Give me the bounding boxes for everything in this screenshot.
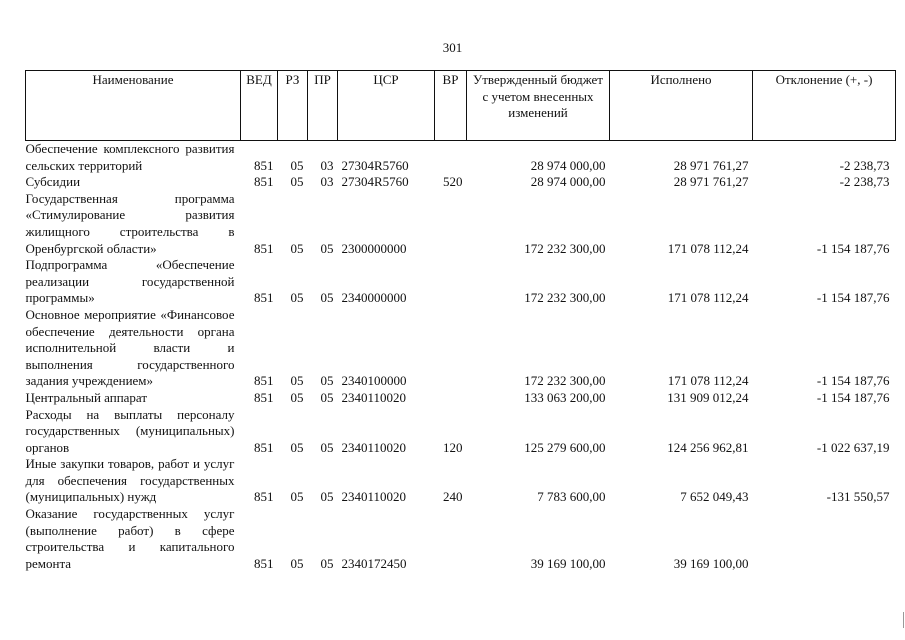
row-ved: 851 — [254, 157, 274, 173]
row-csr: 2340100000 — [341, 373, 407, 389]
row-csr: 27304R5760 — [341, 174, 409, 190]
row-ved: 851 — [254, 439, 274, 455]
row-approved-budget: 172 232 300,00 — [524, 240, 606, 256]
table-row — [26, 307, 896, 390]
row-vr: 120 — [443, 439, 463, 455]
row-rz: 05 — [290, 290, 304, 306]
row-rz: 05 — [290, 174, 304, 190]
row-name: Государственная программа «Стимулирование развития жилищного строительства в Оренбургской области» — [25, 190, 235, 256]
row-rz: 05 — [290, 157, 304, 173]
row-rz: 05 — [290, 489, 304, 505]
header-csr: ЦСР — [338, 71, 435, 141]
row-approved-budget: 28 974 000,00 — [530, 174, 606, 190]
row-ved: 851 — [254, 489, 274, 505]
row-csr: 2340110020 — [341, 489, 407, 505]
row-vr — [435, 307, 467, 390]
row-ved: 851 — [254, 373, 274, 389]
row-pr: 05 — [320, 489, 334, 505]
row-vr — [435, 257, 467, 307]
table-row — [26, 456, 896, 506]
page-number: 301 — [442, 40, 463, 55]
row-vr: 520 — [443, 174, 463, 190]
row-rz: 05 — [290, 240, 304, 256]
row-vr — [435, 506, 467, 572]
row-vr: 240 — [443, 489, 463, 505]
row-deviation: -1 154 187,76 — [816, 240, 890, 256]
table-row — [26, 390, 896, 407]
row-executed: 28 971 761,27 — [673, 174, 749, 190]
table-row — [26, 407, 896, 457]
table-body — [26, 141, 896, 573]
row-name: Обеспечение комплексного развития сельских территорий — [25, 141, 235, 173]
row-approved-budget: 28 974 000,00 — [530, 157, 606, 173]
table-row — [26, 257, 896, 307]
row-pr: 03 — [320, 174, 334, 190]
row-approved-budget: 172 232 300,00 — [524, 290, 606, 306]
row-executed: 7 652 049,43 — [680, 489, 749, 505]
row-name: Подпрограмма «Обеспечение реализации государственной программы» — [25, 257, 235, 306]
row-deviation: -2 238,73 — [839, 174, 890, 190]
row-rz: 05 — [290, 555, 304, 571]
row-csr: 2340172450 — [341, 555, 407, 571]
row-ved: 851 — [254, 174, 274, 190]
row-pr: 05 — [320, 439, 334, 455]
row-deviation: -131 550,57 — [826, 489, 890, 505]
row-name: Субсидии — [25, 174, 81, 190]
row-executed: 124 256 962,81 — [667, 439, 749, 455]
row-executed: 171 078 112,24 — [667, 373, 749, 389]
row-ved: 851 — [254, 240, 274, 256]
row-name: Расходы на выплаты персоналу государственных (муниципальных) органов — [25, 406, 235, 455]
row-csr: 2340000000 — [341, 290, 407, 306]
row-approved-budget: 125 279 600,00 — [524, 439, 606, 455]
row-approved-budget: 172 232 300,00 — [524, 373, 606, 389]
row-approved-budget: 133 063 200,00 — [524, 389, 606, 405]
row-ved: 851 — [254, 389, 274, 405]
row-executed: 171 078 112,24 — [667, 290, 749, 306]
row-executed: 171 078 112,24 — [667, 240, 749, 256]
row-rz: 05 — [290, 389, 304, 405]
row-deviation: -1 154 187,76 — [816, 373, 890, 389]
row-executed: 28 971 761,27 — [673, 157, 749, 173]
row-vr — [435, 141, 467, 175]
row-pr: 05 — [320, 389, 334, 405]
budget-execution-table — [25, 70, 896, 572]
row-pr: 05 — [320, 240, 334, 256]
table-row — [26, 191, 896, 257]
row-csr: 2340110020 — [341, 439, 407, 455]
row-deviation: -2 238,73 — [839, 157, 890, 173]
row-deviation: -1 154 187,76 — [816, 290, 890, 306]
row-deviation: -1 154 187,76 — [816, 389, 890, 405]
row-ved: 851 — [254, 290, 274, 306]
row-csr: 2300000000 — [341, 240, 407, 256]
row-csr: 27304R5760 — [341, 157, 409, 173]
row-executed: 131 909 012,24 — [667, 389, 749, 405]
row-pr: 03 — [320, 157, 334, 173]
table-row — [26, 141, 896, 175]
row-vr — [435, 191, 467, 257]
row-name: Иные закупки товаров, работ и услуг для обеспечения государственных (муниципальных) нужд — [25, 456, 235, 505]
row-pr: 05 — [320, 555, 334, 571]
row-approved-budget: 7 783 600,00 — [537, 489, 606, 505]
table-header — [26, 71, 896, 141]
table-row — [26, 506, 896, 572]
row-csr: 2340110020 — [341, 389, 407, 405]
row-name: Оказание государственных услуг (выполнение работ) в сфере строительства и капитального ремонта — [25, 506, 235, 571]
row-approved-budget: 39 169 100,00 — [530, 555, 606, 571]
row-rz: 05 — [290, 373, 304, 389]
row-name: Основное мероприятие «Финансовое обеспечение деятельности органа исполнительной власти и выполнения государственного задания учреждением» — [25, 306, 235, 389]
header-deviation: Отклонение (+, -) — [753, 71, 896, 141]
row-rz: 05 — [290, 439, 304, 455]
header-pr: ПР — [308, 71, 338, 141]
header-row — [26, 71, 896, 141]
header-rz: РЗ — [278, 71, 308, 141]
margin-mark — [903, 612, 904, 628]
row-name: Центральный аппарат — [25, 389, 148, 405]
header-approved-budget: Утвержденный бюджет с учетом внесенных изменений — [467, 71, 610, 141]
row-pr: 05 — [320, 290, 334, 306]
row-deviation — [753, 506, 896, 572]
row-executed: 39 169 100,00 — [673, 555, 749, 571]
row-pr: 05 — [320, 373, 334, 389]
row-vr — [435, 390, 467, 407]
row-deviation: -1 022 637,19 — [816, 439, 890, 455]
header-vr: ВР — [435, 71, 467, 141]
row-ved: 851 — [254, 555, 274, 571]
header-name: Наименование — [26, 71, 241, 141]
table-row — [26, 174, 896, 191]
header-executed: Исполнено — [610, 71, 753, 141]
header-ved: ВЕД — [241, 71, 278, 141]
